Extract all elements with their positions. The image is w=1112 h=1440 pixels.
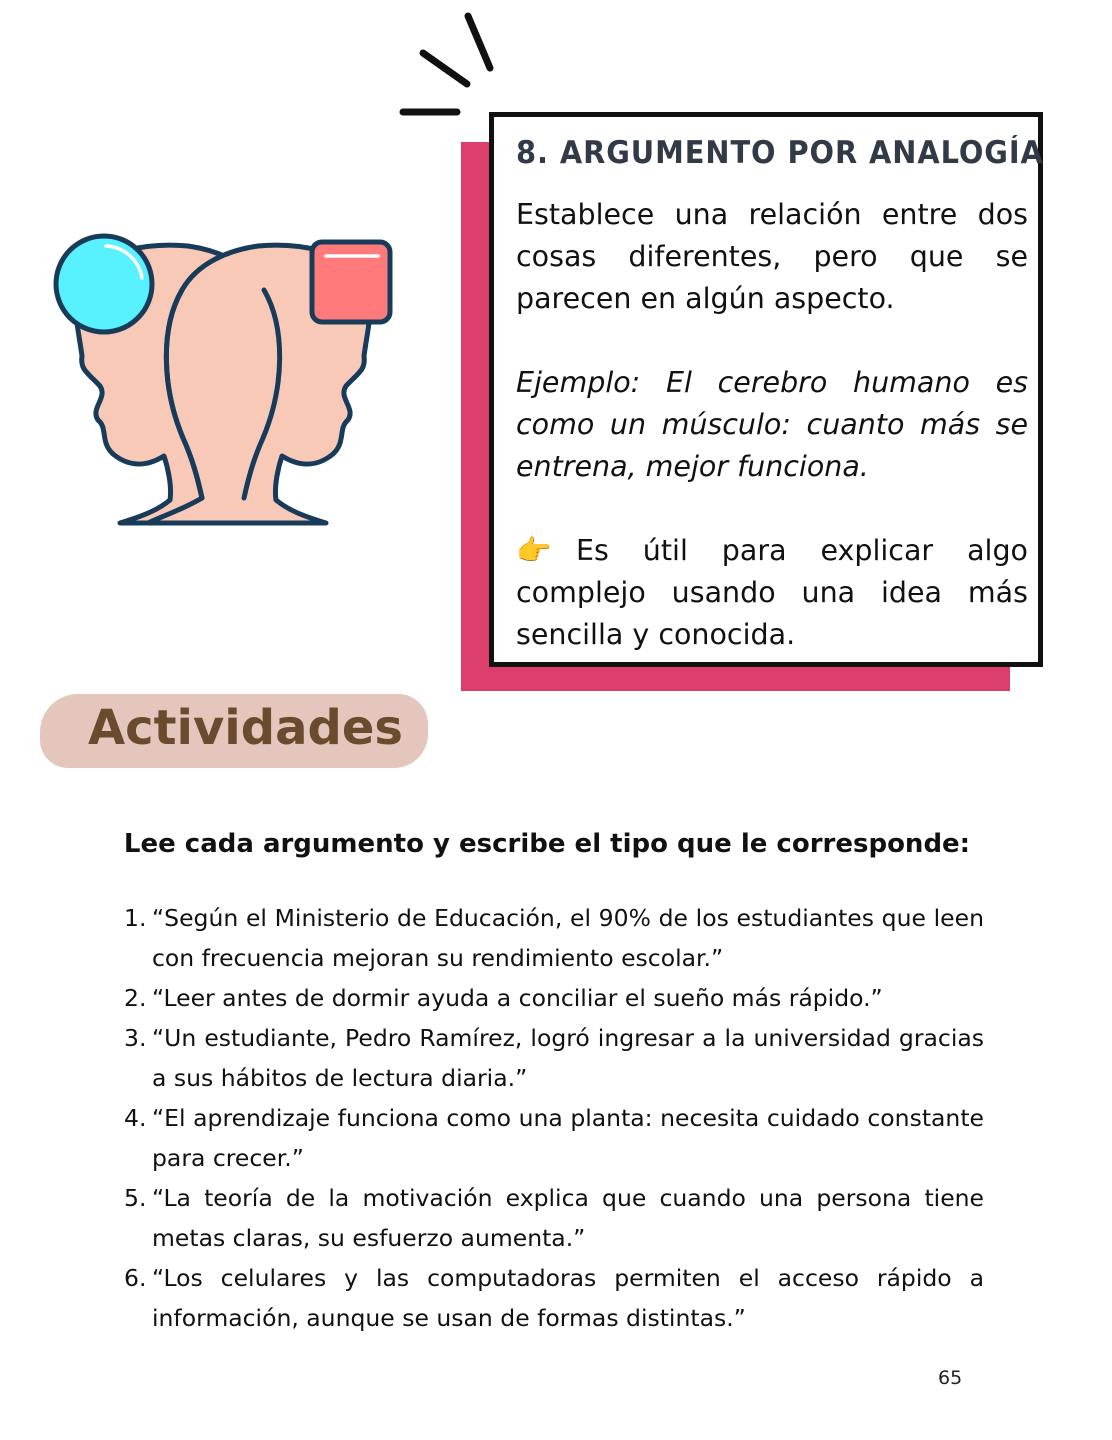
card-title: 8. ARGUMENTO POR ANALOGÍA <box>516 135 1044 171</box>
pointing-hand-icon: 👉 <box>516 534 552 567</box>
burst-lines-decoration <box>395 8 505 123</box>
list-item <box>124 898 984 978</box>
activities-instruction: Lee cada argumento y escribe el tipo que le corresponde: <box>123 829 971 859</box>
activities-title: Actividades <box>88 700 403 756</box>
item-text: “Los celulares y las computadoras permiten el acceso rápido a información, aunque se usan de formas distintas.” <box>152 1264 984 1332</box>
item-number: 2. <box>124 984 147 1012</box>
definition-card <box>489 112 1043 667</box>
list-item <box>124 1258 984 1338</box>
list-item <box>124 978 984 1018</box>
item-text: “La teoría de la motivación explica que cuando una persona tiene metas claras, su esfuerzo aumenta.” <box>152 1184 984 1252</box>
item-number: 3. <box>124 1024 147 1052</box>
item-text: “Un estudiante, Pedro Ramírez, logró ingresar a la universidad gracias a sus hábitos de lectura diaria.” <box>152 1024 984 1092</box>
activities-list <box>124 898 984 1338</box>
list-item <box>124 1018 984 1098</box>
item-text: “Según el Ministerio de Educación, el 90% de los estudiantes que leen con frecuencia mejoran su rendimiento escolar.” <box>152 904 984 972</box>
item-text: “Leer antes de dormir ayuda a conciliar el sueño más rápido.” <box>152 984 883 1012</box>
item-number: 1. <box>124 904 147 932</box>
list-item <box>124 1178 984 1258</box>
item-text: “El aprendizaje funciona como una planta: necesita cuidado constante para crecer.” <box>152 1104 984 1172</box>
two-heads-analogy-icon <box>48 228 398 538</box>
item-number: 5. <box>124 1184 147 1212</box>
list-item <box>124 1098 984 1178</box>
card-definition: Establece una relación entre dos cosas diferentes, pero que se parecen en algún aspecto. <box>516 198 1028 315</box>
card-tip-text: Es útil para explicar algo complejo usando una idea más sencilla y conocida. <box>516 534 1028 651</box>
item-number: 4. <box>124 1104 147 1132</box>
item-number: 6. <box>124 1264 147 1292</box>
card-tip <box>516 530 1028 656</box>
card-example: Ejemplo: El cerebro humano es como un músculo: cuanto más se entrena, mejor funciona. <box>516 366 1028 483</box>
page-number: 65 <box>938 1367 963 1389</box>
